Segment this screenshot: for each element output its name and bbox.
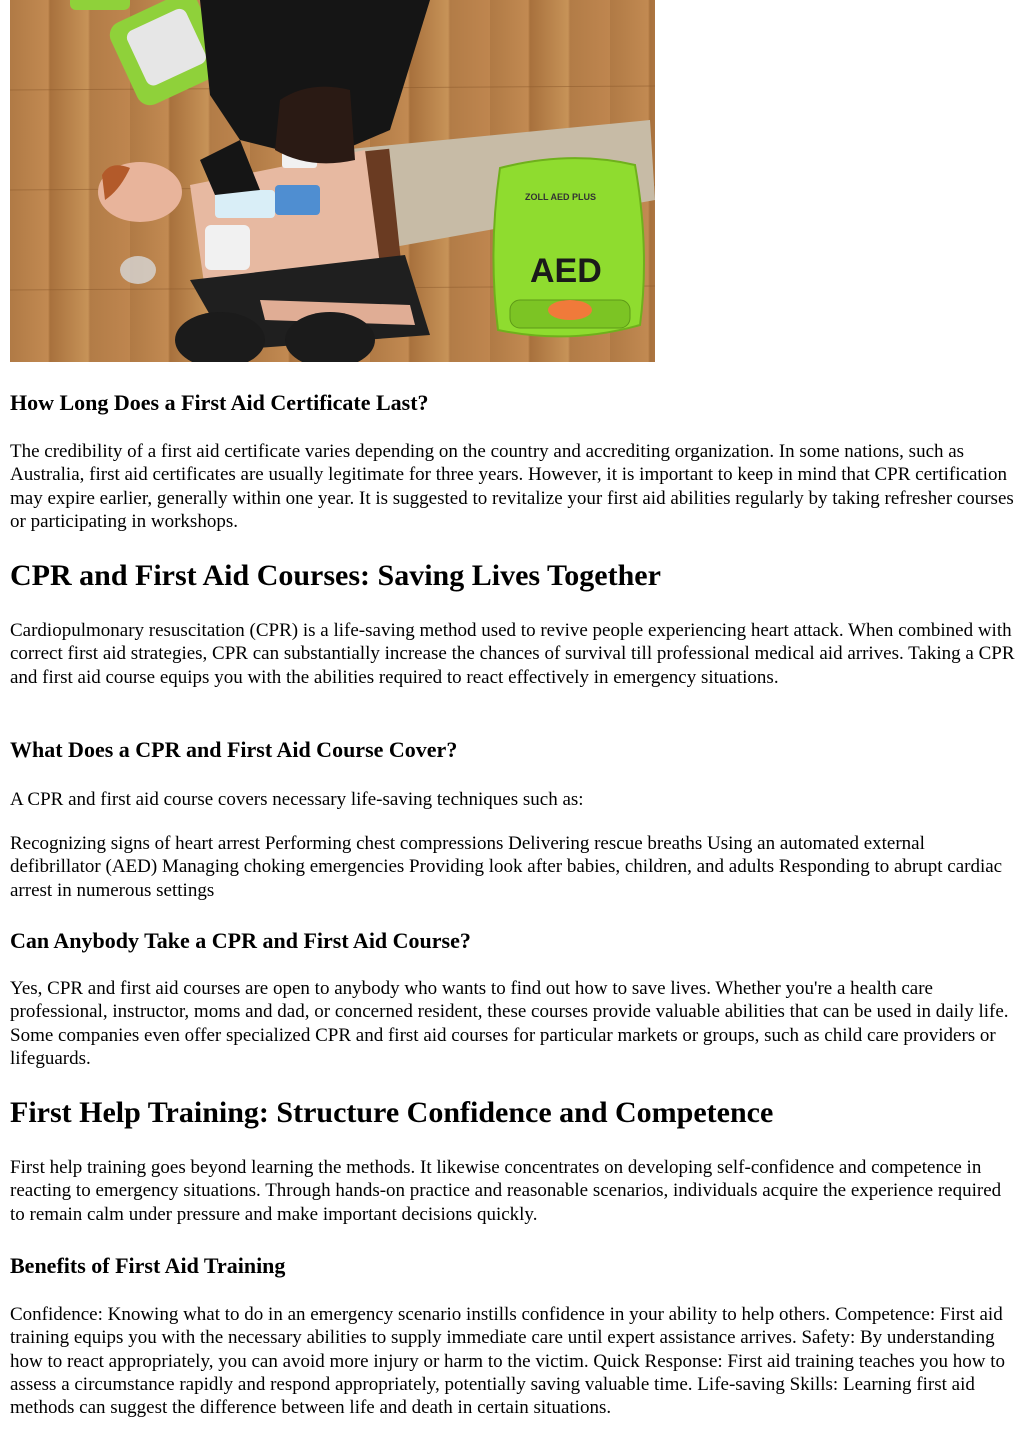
section-heading-cpr-courses: CPR and First Aid Courses: Saving Lives Together (10, 559, 661, 592)
aed-unit (493, 158, 644, 336)
section-heading-anybody: Can Anybody Take a CPR and First Aid Course? (10, 928, 471, 953)
section-body-anybody: Yes, CPR and first aid courses are open to anybody who wants to find out how to save lives. Whether you're a health care professional, instructor, moms and dad, or concerned resident, these courses provide valuable abilities that can be used in daily life. Some companies even offer specialized CPR and first aid courses for particular markets or groups, such as child care providers or lifeguards. (10, 978, 1009, 1069)
section-heading-first-help: First Help Training: Structure Confidence and Competence (10, 1096, 774, 1129)
section-body-course-cover: A CPR and first aid course covers necessary life-saving techniques such as: (10, 789, 584, 810)
section-list-course-cover: Recognizing signs of heart arrest Performing chest compressions Delivering rescue breaths Using an automated external defibrillator (AED) Managing choking emergencies Providing look after babies, children, and adults Responding to abrupt cardiac arrest in numerous settings (10, 833, 1003, 901)
hero-image (10, 0, 655, 362)
svg-text:ZOLL AED PLUS: ZOLL AED PLUS (525, 192, 597, 202)
section-body-first-help: First help training goes beyond learning the methods. It likewise concentrates on developing self-confidence and competence in reacting to emergency situations. Through hands-on practice and reasonable scenarios, individuals acquire the experience required to remain calm under pressure and make important decisions quickly. (10, 1157, 1002, 1225)
section-body-certificate: The credibility of a first aid certificate varies depending on the country and accrediting organization. In some nations, such as Australia, first aid certificates are usually legitimate for three years. However, it is important to keep in mind that CPR certification may expire earlier, generally within one year. It is suggested to revitalize your first aid abilities regularly by taking refresher courses or participating in workshops. (10, 441, 1014, 532)
section-heading-benefits: Benefits of First Aid Training (10, 1253, 286, 1278)
aed-label: AED (530, 252, 602, 290)
section-body-benefits: Confidence: Knowing what to do in an emergency scenario instills confidence in your ability to help others. Competence: First aid training equips you with the necessary abilities to supply immediate care until expert assistance arrives. Safety: By understanding how to react appropriately, you can avoid more injury or harm to the victim. Quick Response: First aid training teaches you how to assess a circumstance rapidly and respond appropriately, potentially saving valuable time. Life-saving Skills: Learning first aid methods can suggest the difference between life and death in certain situations. (10, 1304, 1005, 1419)
section-heading-course-cover: What Does a CPR and First Aid Course Cover? (10, 737, 458, 762)
aed-training-illustration (10, 0, 655, 362)
section-heading-certificate: How Long Does a First Aid Certificate Last? (10, 390, 429, 415)
section-body-cpr-courses: Cardiopulmonary resuscitation (CPR) is a life-saving method used to revive people experiencing heart attack. When combined with correct first aid strategies, CPR can substantially increase the chances of survival till professional medical aid arrives. Taking a CPR and first aid course equips you with the abilities required to react effectively in emergency situations. (10, 620, 1015, 688)
